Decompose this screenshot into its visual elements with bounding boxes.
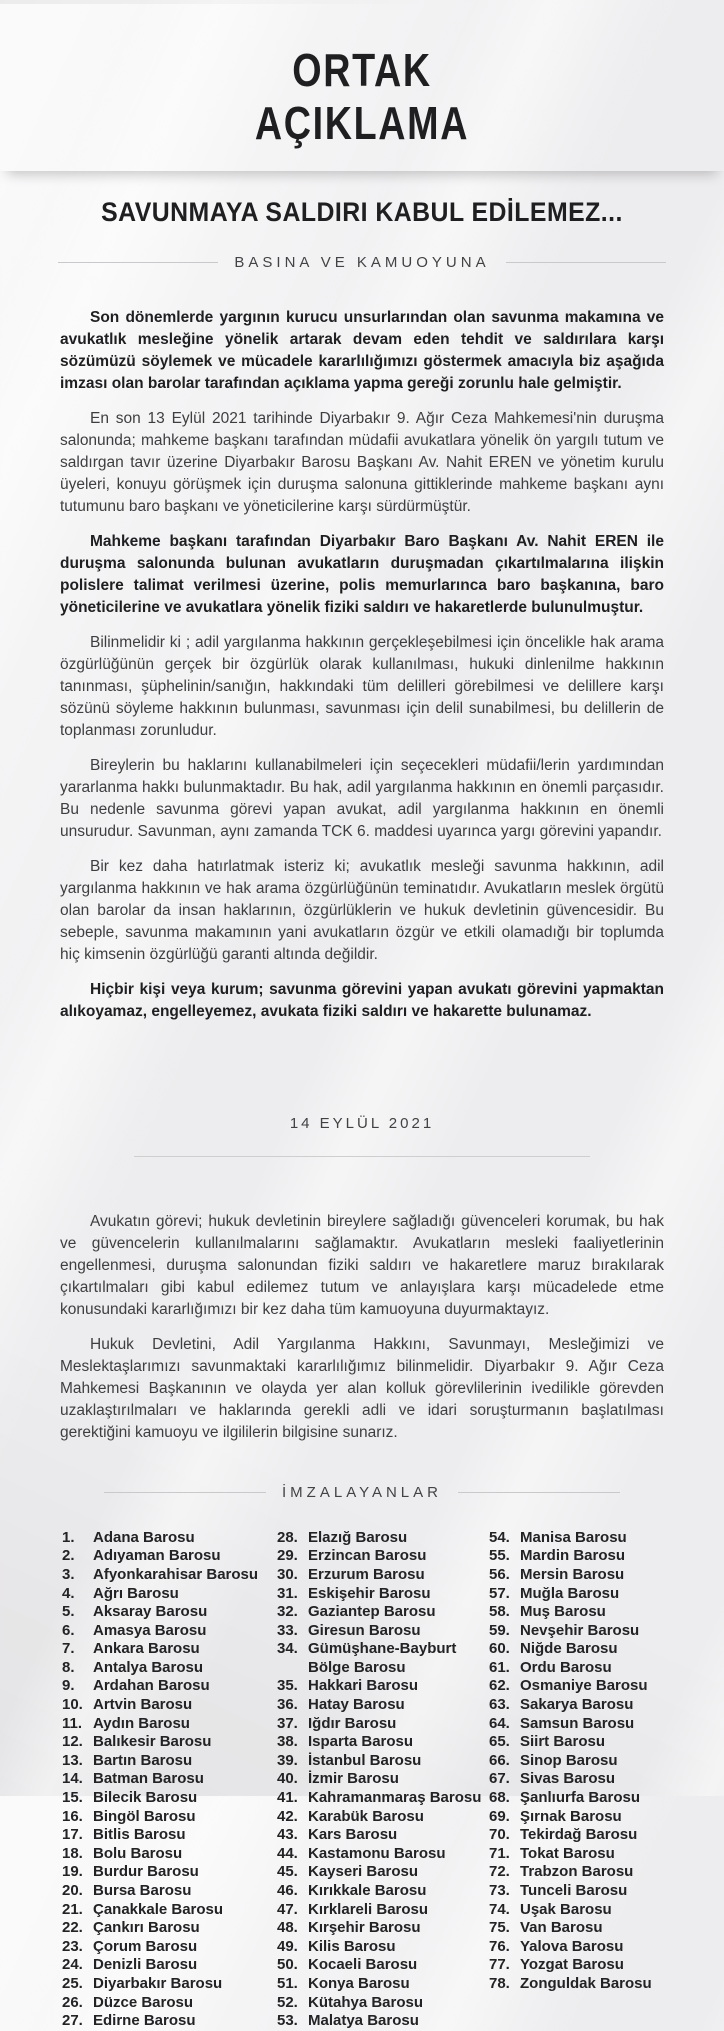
- signatory-number: 26.: [62, 1993, 83, 2011]
- signatory-name: Ordu Barosu: [520, 1658, 612, 1676]
- signatory-number: 39.: [277, 1751, 298, 1769]
- signatory-item: [277, 1566, 489, 1585]
- signatory-name: Şırnak Barosu: [520, 1807, 622, 1825]
- signatory-item: [277, 1529, 489, 1548]
- signatory-name: Bilecik Barosu: [93, 1789, 198, 1807]
- signatory-item: [62, 1585, 277, 1604]
- signatory-name: Tokat Barosu: [520, 1844, 615, 1862]
- signatory-name: Gümüşhane-Bayburt Bölge Barosu: [308, 1640, 457, 1676]
- signatory-item: [489, 1677, 694, 1696]
- signatory-item: [277, 1585, 489, 1604]
- signatory-item: [489, 1585, 694, 1604]
- signatory-item: [62, 1994, 277, 2013]
- signatory-item: [277, 1789, 489, 1808]
- signatory-name: Aydın Barosu: [93, 1714, 190, 1732]
- signatory-item: [62, 1752, 277, 1771]
- signatory-name: Çanakkale Barosu: [93, 1900, 224, 1918]
- signatory-number: 57.: [489, 1584, 510, 1602]
- signatory-number: 27.: [62, 2012, 83, 2030]
- signatory-name: Gaziantep Barosu: [308, 1603, 436, 1621]
- signatory-number: 50.: [277, 1956, 298, 1974]
- signatory-item: [62, 2012, 277, 2031]
- signatory-item: [277, 1733, 489, 1752]
- statement-body-part2: [60, 1211, 664, 1444]
- signatory-number: 14.: [62, 1770, 83, 1788]
- paragraph: Mahkeme başkanı tarafından Diyarbakır Baro Başkanı Av. Nahit EREN ile duruşma salonunda bulunan avukatların duruşmadan çıkartılmalarına ilişkin polislere talimat verilmesi üzerine, polis memurlarınca baro başkanına, baro yöneticilerine ve avukatlara yönelik fiziki saldırı ve hakaretlerde bulunulmuştur.: [60, 532, 664, 616]
- signatory-item: [489, 1826, 694, 1845]
- paragraph: Avukatın görevi; hukuk devletinin bireylere sağladığı güvenceleri korumak, bu hak ve güvencelerin kullanılmalarını sağlamaktır. Avukatların mesleki faaliyetlerinin engellenmesi, duruşma salonundan fiziki saldırı ve hakaretlere maruz bırakılarak çıkartılmaları gibi kabul edilemez tutum ve anlayışlara karşı mücadelede etme konusundaki kararlığımızı bir kez daha tüm kamuoyuna duyurmaktayız.: [60, 1212, 664, 1318]
- signatory-name: Eskişehir Barosu: [308, 1584, 431, 1602]
- statement-body-part1: [60, 307, 664, 1023]
- signatory-number: 62.: [489, 1677, 510, 1695]
- signatory-name: Giresun Barosu: [308, 1621, 421, 1639]
- signatory-number: 51.: [277, 1974, 298, 1992]
- signatory-number: 37.: [277, 1714, 298, 1732]
- header: [0, 0, 724, 171]
- signatory-item: [277, 1882, 489, 1901]
- signatory-item: [489, 1808, 694, 1827]
- signatory-number: 5.: [62, 1603, 75, 1621]
- signatory-number: 74.: [489, 1900, 510, 1918]
- signatory-number: 32.: [277, 1603, 298, 1621]
- signatory-number: 68.: [489, 1789, 510, 1807]
- signatory-number: 10.: [62, 1696, 83, 1714]
- signatory-name: Ankara Barosu: [93, 1640, 200, 1658]
- signatory-name: Kilis Barosu: [308, 1937, 396, 1955]
- signatory-item: [489, 1640, 694, 1659]
- signatory-number: 71.: [489, 1844, 510, 1862]
- signatory-name: Van Barosu: [520, 1919, 603, 1937]
- signatory-item: [489, 1919, 694, 1938]
- signatory-name: Bartın Barosu: [93, 1751, 193, 1769]
- signatory-item: [277, 1845, 489, 1864]
- signatory-name: Zonguldak Barosu: [520, 1974, 652, 1992]
- signatory-number: 18.: [62, 1844, 83, 1862]
- signatory-item: [277, 1640, 489, 1677]
- signatory-number: 11.: [62, 1714, 83, 1732]
- signatory-name: Trabzon Barosu: [520, 1863, 634, 1881]
- signatory-item: [489, 1547, 694, 1566]
- signatory-item: [489, 1733, 694, 1752]
- signatory-number: 59.: [489, 1621, 510, 1639]
- signatory-number: 60.: [489, 1640, 510, 1658]
- signatory-item: [489, 1529, 694, 1548]
- signatory-item: [62, 1677, 277, 1696]
- signatory-number: 1.: [62, 1528, 75, 1546]
- signatory-number: 31.: [277, 1584, 298, 1602]
- signatory-name: Samsun Barosu: [520, 1714, 635, 1732]
- signatory-item: [489, 1696, 694, 1715]
- signatory-number: 33.: [277, 1621, 298, 1639]
- signatory-item: [277, 1696, 489, 1715]
- signatory-item: [62, 1845, 277, 1864]
- signatory-name: Denizli Barosu: [93, 1956, 198, 1974]
- signatory-number: 40.: [277, 1770, 298, 1788]
- signatory-item: [489, 1901, 694, 1920]
- signatory-name: İzmir Barosu: [308, 1770, 399, 1788]
- signatory-item: [62, 1956, 277, 1975]
- signatory-name: Tekirdağ Barosu: [520, 1826, 638, 1844]
- signatory-name: Osmaniye Barosu: [520, 1677, 648, 1695]
- signatory-item: [62, 1770, 277, 1789]
- signatory-item: [62, 1603, 277, 1622]
- signatory-number: 29.: [277, 1547, 298, 1565]
- signatory-name: Afyonkarahisar Barosu: [93, 1565, 259, 1583]
- signatory-name: Karabük Barosu: [308, 1807, 424, 1825]
- signatory-number: 8.: [62, 1658, 75, 1676]
- paragraph: Son dönemlerde yargının kurucu unsurlarından olan savunma makamına ve avukatlık mesleğine yönelik artarak devam eden tehdit ve saldırılara karşı sözümüzü söylemek ve mücadele kararlılığımızı göstermek amacıyla biz aşağıda imzası olan barolar tarafından açıklama yapma gereği zorunlu hale gelmiştir.: [60, 308, 664, 392]
- signatory-item: [277, 1752, 489, 1771]
- signatory-name: Burdur Barosu: [93, 1863, 199, 1881]
- signatory-item: [62, 1696, 277, 1715]
- signatory-name: Adana Barosu: [93, 1528, 195, 1546]
- signatory-item: [277, 1863, 489, 1882]
- signatory-name: Bursa Barosu: [93, 1882, 192, 1899]
- signatory-item: [277, 1603, 489, 1622]
- signatory-name: Çankırı Barosu: [93, 1919, 200, 1937]
- signatory-item: [277, 1919, 489, 1938]
- signatory-name: Sakarya Barosu: [520, 1696, 634, 1714]
- signatory-item: [62, 1808, 277, 1827]
- signatory-item: [489, 1622, 694, 1641]
- signatory-number: 23.: [62, 1937, 83, 1955]
- signatories-heading: İMZALAYANLAR: [282, 1483, 442, 1501]
- signatory-name: Yozgat Barosu: [520, 1956, 624, 1974]
- page-title-line2: AÇIKLAMA: [254, 97, 470, 150]
- date-label: 14 EYLÜL 2021: [289, 1114, 435, 1132]
- signatory-name: Erzincan Barosu: [308, 1547, 427, 1565]
- signatory-number: 12.: [62, 1733, 83, 1751]
- signatory-number: 30.: [277, 1565, 298, 1583]
- signatory-name: Hakkari Barosu: [308, 1677, 419, 1695]
- signatories-line-right: [458, 1492, 620, 1493]
- signatory-name: Kahramanmaraş Barosu: [308, 1789, 482, 1807]
- signatories-column-1: [62, 1529, 277, 2031]
- signatory-name: Iğdır Barosu: [308, 1714, 397, 1732]
- signatory-number: 76.: [489, 1937, 510, 1955]
- signatory-name: Manisa Barosu: [520, 1528, 627, 1546]
- signatory-item: [489, 1938, 694, 1957]
- signatory-name: Amasya Barosu: [93, 1621, 207, 1639]
- signatory-item: [489, 1956, 694, 1975]
- signatory-name: Aksaray Barosu: [93, 1603, 208, 1621]
- signatory-item: [277, 1956, 489, 1975]
- signatory-number: 72.: [489, 1863, 510, 1881]
- paragraph: Bireylerin bu haklarını kullanabilmeleri için seçecekleri müdafii/lerin yardımından yararlanma hakkı bulunmaktadır. Bu hak, adil yargılanma hakkının en önemli parçasıdır. Bu nedenle savunma görevi yapan avukat, adil yargılanma hakkının en önemli unsurudur. Savunman, aynı zamanda TCK 6. maddesi uyarınca yargı görevini yapandır.: [60, 756, 664, 840]
- signatory-number: 21.: [62, 1900, 83, 1918]
- signatory-item: [277, 1677, 489, 1696]
- signatory-name: Sivas Barosu: [520, 1770, 616, 1788]
- signatory-name: Batman Barosu: [93, 1770, 204, 1788]
- signatory-name: Ardahan Barosu: [93, 1677, 210, 1695]
- signatory-item: [489, 1752, 694, 1771]
- signatory-item: [62, 1659, 277, 1678]
- signatory-number: 78.: [489, 1974, 510, 1992]
- signatory-number: 13.: [62, 1751, 83, 1769]
- signatory-item: [62, 1882, 277, 1901]
- signatory-item: [277, 1826, 489, 1845]
- signatory-name: Kırklareli Barosu: [308, 1900, 429, 1918]
- signatory-item: [277, 1622, 489, 1641]
- signatory-item: [277, 1547, 489, 1566]
- signatory-name: Ağrı Barosu: [93, 1584, 179, 1602]
- signatory-number: 4.: [62, 1584, 75, 1602]
- signatory-name: Edirne Barosu: [93, 2012, 196, 2030]
- signatory-item: [489, 1863, 694, 1882]
- signatory-item: [489, 1659, 694, 1678]
- signatory-number: 45.: [277, 1863, 298, 1881]
- signatory-name: Mersin Barosu: [520, 1565, 625, 1583]
- signatory-number: 66.: [489, 1751, 510, 1769]
- signatory-item: [62, 1733, 277, 1752]
- signatory-number: 2.: [62, 1547, 75, 1565]
- signatory-item: [62, 1789, 277, 1808]
- signatory-number: 38.: [277, 1733, 298, 1751]
- signatory-number: 35.: [277, 1677, 298, 1695]
- signatory-item: [489, 1845, 694, 1864]
- signatory-item: [277, 1938, 489, 1957]
- signatory-item: [62, 1640, 277, 1659]
- signatory-item: [62, 1938, 277, 1957]
- date-divider: [134, 1156, 590, 1157]
- signatory-number: 69.: [489, 1807, 510, 1825]
- date-block: [0, 1115, 724, 1157]
- signatory-item: [489, 1975, 694, 1994]
- signatory-name: Nevşehir Barosu: [520, 1621, 640, 1639]
- signatory-number: 15.: [62, 1789, 83, 1807]
- signatory-number: 20.: [62, 1882, 83, 1899]
- signatory-item: [62, 1826, 277, 1845]
- signatory-number: 53.: [277, 2012, 298, 2030]
- signatory-name: Bitlis Barosu: [93, 1826, 186, 1844]
- page-title: [65, 44, 659, 151]
- signatory-name: Muş Barosu: [520, 1603, 606, 1621]
- kicker-line-left: [58, 262, 218, 263]
- signatory-item: [277, 2012, 489, 2031]
- page-subtitle: SAVUNMAYA SALDIRI KABUL EDİLEMEZ...: [101, 196, 623, 227]
- signatory-number: 56.: [489, 1565, 510, 1583]
- signatory-name: Erzurum Barosu: [308, 1565, 425, 1583]
- signatory-name: Hatay Barosu: [308, 1696, 405, 1714]
- signatory-name: Adıyaman Barosu: [93, 1547, 221, 1565]
- signatory-name: Kırşehir Barosu: [308, 1919, 421, 1937]
- signatory-number: 17.: [62, 1826, 83, 1844]
- signatory-name: Siirt Barosu: [520, 1733, 606, 1751]
- signatory-item: [62, 1901, 277, 1920]
- signatory-number: 49.: [277, 1937, 298, 1955]
- signatory-number: 19.: [62, 1863, 83, 1881]
- signatory-number: 67.: [489, 1770, 510, 1788]
- signatory-number: 64.: [489, 1714, 510, 1732]
- signatory-name: Elazığ Barosu: [308, 1528, 408, 1546]
- signatory-number: 24.: [62, 1956, 83, 1974]
- signatory-name: Kars Barosu: [308, 1826, 398, 1844]
- kicker-label: BASINA VE KAMUOYUNA: [234, 253, 490, 271]
- signatory-item: [62, 1715, 277, 1734]
- paragraph: En son 13 Eylül 2021 tarihinde Diyarbakır 9. Ağır Ceza Mahkemesi'nin duruşma salonunda; mahkeme başkanı tarafından müdafii avukatlara yönelik ön yargılı tutum ve saldırgan tavır üzerine Diyarbakır Barosu Başkanı Av. Nahit EREN ve yönetim kurulu üyeleri, konuyu görüşmek için duruşma salonuna gittiklerinde mahkeme başkanı aynı tutumunu baro başkanı ve yöneticilerine karşı sürdürmüştür.: [60, 409, 664, 515]
- signatory-number: 55.: [489, 1547, 510, 1565]
- signatory-name: Uşak Barosu: [520, 1900, 612, 1918]
- signatory-name: İstanbul Barosu: [308, 1751, 422, 1769]
- paragraph: Hiçbir kişi veya kurum; savunma görevini yapan avukatı görevini yapmaktan alıkoyamaz, engelleyemez, avukata fiziki saldırı ve hakarette bulunamaz.: [60, 980, 664, 1020]
- signatory-name: Isparta Barosu: [308, 1733, 414, 1751]
- signatory-number: 9.: [62, 1677, 75, 1695]
- signatories-list: [62, 1529, 694, 2031]
- signatory-number: 46.: [277, 1882, 298, 1899]
- signatory-number: 48.: [277, 1919, 298, 1937]
- signatory-number: 22.: [62, 1919, 83, 1937]
- signatory-name: Bolu Barosu: [93, 1844, 183, 1862]
- signatory-number: 7.: [62, 1640, 75, 1658]
- signatory-item: [489, 1603, 694, 1622]
- signatory-number: 58.: [489, 1603, 510, 1621]
- signatory-item: [277, 1975, 489, 1994]
- signatory-name: Çorum Barosu: [93, 1937, 198, 1955]
- signatory-name: Konya Barosu: [308, 1974, 410, 1992]
- signatory-name: Niğde Barosu: [520, 1640, 618, 1658]
- signatory-name: Diyarbakır Barosu: [93, 1974, 223, 1992]
- signatory-item: [489, 1789, 694, 1808]
- signatory-name: Antalya Barosu: [93, 1658, 204, 1676]
- paragraph: Bir kez daha hatırlatmak isteriz ki; avukatlık mesleği savunma hakkının, adil yargılanma hakkının ve hak arama özgürlüğünün teminatıdır. Avukatların meslek örgütü olan barolar da insan haklarının, özgürlüklerin ve hukuk devletinin güvencesidir. Bu sebeple, savunma makamının yani avukatların özgür ve etkili olamadığı bir toplumda hiç kimsenin özgürlüğü garanti altında değildir.: [60, 857, 664, 963]
- kicker: [58, 254, 666, 271]
- signatory-item: [277, 1901, 489, 1920]
- signatory-number: 75.: [489, 1919, 510, 1937]
- signatories-line-left: [104, 1492, 266, 1493]
- signatory-number: 34.: [277, 1640, 298, 1658]
- signatory-number: 6.: [62, 1621, 75, 1639]
- signatory-name: Yalova Barosu: [520, 1937, 624, 1955]
- signatory-name: Kırıkkale Barosu: [308, 1882, 427, 1899]
- signatory-item: [277, 1715, 489, 1734]
- signatory-number: 77.: [489, 1956, 510, 1974]
- signatory-item: [489, 1566, 694, 1585]
- signatory-item: [277, 1994, 489, 2013]
- kicker-line-right: [506, 262, 666, 263]
- signatory-number: 3.: [62, 1565, 75, 1583]
- signatory-name: Tunceli Barosu: [520, 1882, 628, 1899]
- signatory-number: 63.: [489, 1696, 510, 1714]
- paragraph: Hukuk Devletini, Adil Yargılanma Hakkını, Savunmayı, Mesleğimizi ve Meslektaşlarımızı savunmaktaki kararlılığımız bilinmelidir. Diyarbakır 9. Ağır Ceza Mahkemesi Başkanının ve olayda yer alan kolluk görevlilerinin ivedilikle görevden uzaklaştırılmaları ve haklarında gerekli adli ve idari soruşturmanın başlatılması gerektiğini kamuoyu ve ilgililerin bilgisine sunarız.: [60, 1335, 664, 1441]
- signatory-name: Şanlıurfa Barosu: [520, 1789, 641, 1807]
- signatory-item: [277, 1808, 489, 1827]
- signatories-column-2: [277, 1529, 489, 2031]
- signatory-item: [62, 1622, 277, 1641]
- signatory-name: Kastamonu Barosu: [308, 1844, 446, 1862]
- signatory-name: Mardin Barosu: [520, 1547, 626, 1565]
- signatory-number: 70.: [489, 1826, 510, 1844]
- signatory-item: [62, 1863, 277, 1882]
- signatory-number: 42.: [277, 1807, 298, 1825]
- signatory-name: Malatya Barosu: [308, 2012, 419, 2030]
- signatory-number: 52.: [277, 1993, 298, 2011]
- signatory-number: 36.: [277, 1696, 298, 1714]
- signatory-number: 44.: [277, 1844, 298, 1862]
- signatory-number: 61.: [489, 1658, 510, 1676]
- signatory-name: Kütahya Barosu: [308, 1993, 424, 2011]
- signatory-name: Sinop Barosu: [520, 1751, 618, 1769]
- signatory-item: [489, 1715, 694, 1734]
- signatory-item: [489, 1770, 694, 1789]
- signatory-number: 41.: [277, 1789, 298, 1807]
- signatory-item: [62, 1975, 277, 1994]
- signatory-item: [62, 1547, 277, 1566]
- signatory-name: Artvin Barosu: [93, 1696, 193, 1714]
- signatory-item: [62, 1919, 277, 1938]
- signatory-number: 65.: [489, 1733, 510, 1751]
- signatory-name: Kayseri Barosu: [308, 1863, 419, 1881]
- signatory-item: [62, 1529, 277, 1548]
- page-title-line1: ORTAK: [292, 44, 432, 96]
- signatory-name: Balıkesir Barosu: [93, 1733, 212, 1751]
- signatory-item: [277, 1770, 489, 1789]
- signatory-number: 25.: [62, 1974, 83, 1992]
- paragraph: Bilinmelidir ki ; adil yargılanma hakkının gerçekleşebilmesi için öncelikle hak arama özgürlüğünün gerçek bir özgürlük olarak kullanılması, hukuki dinlenilme hakkının tanınması, şüphelinin/sanığın, hakkındaki tüm delilleri görebilmesi ve delillere karşı sözünü söyleme hakkının bulunması, savunması için delil sunabilmesi, bu delillerin de toplanması zorunludur.: [60, 633, 664, 739]
- signatory-item: [62, 1566, 277, 1585]
- signatory-number: 47.: [277, 1900, 298, 1918]
- signatory-name: Düzce Barosu: [93, 1993, 194, 2011]
- signatories-heading-row: [104, 1484, 620, 1501]
- signatory-number: 28.: [277, 1528, 298, 1546]
- signatory-name: Kocaeli Barosu: [308, 1956, 418, 1974]
- signatory-number: 16.: [62, 1807, 83, 1825]
- signatory-name: Muğla Barosu: [520, 1584, 620, 1602]
- signatory-item: [489, 1882, 694, 1901]
- signatory-number: 73.: [489, 1882, 510, 1899]
- signatories-column-3: [489, 1529, 694, 2031]
- signatory-number: 54.: [489, 1528, 510, 1546]
- signatory-number: 43.: [277, 1826, 298, 1844]
- signatory-name: Bingöl Barosu: [93, 1807, 196, 1825]
